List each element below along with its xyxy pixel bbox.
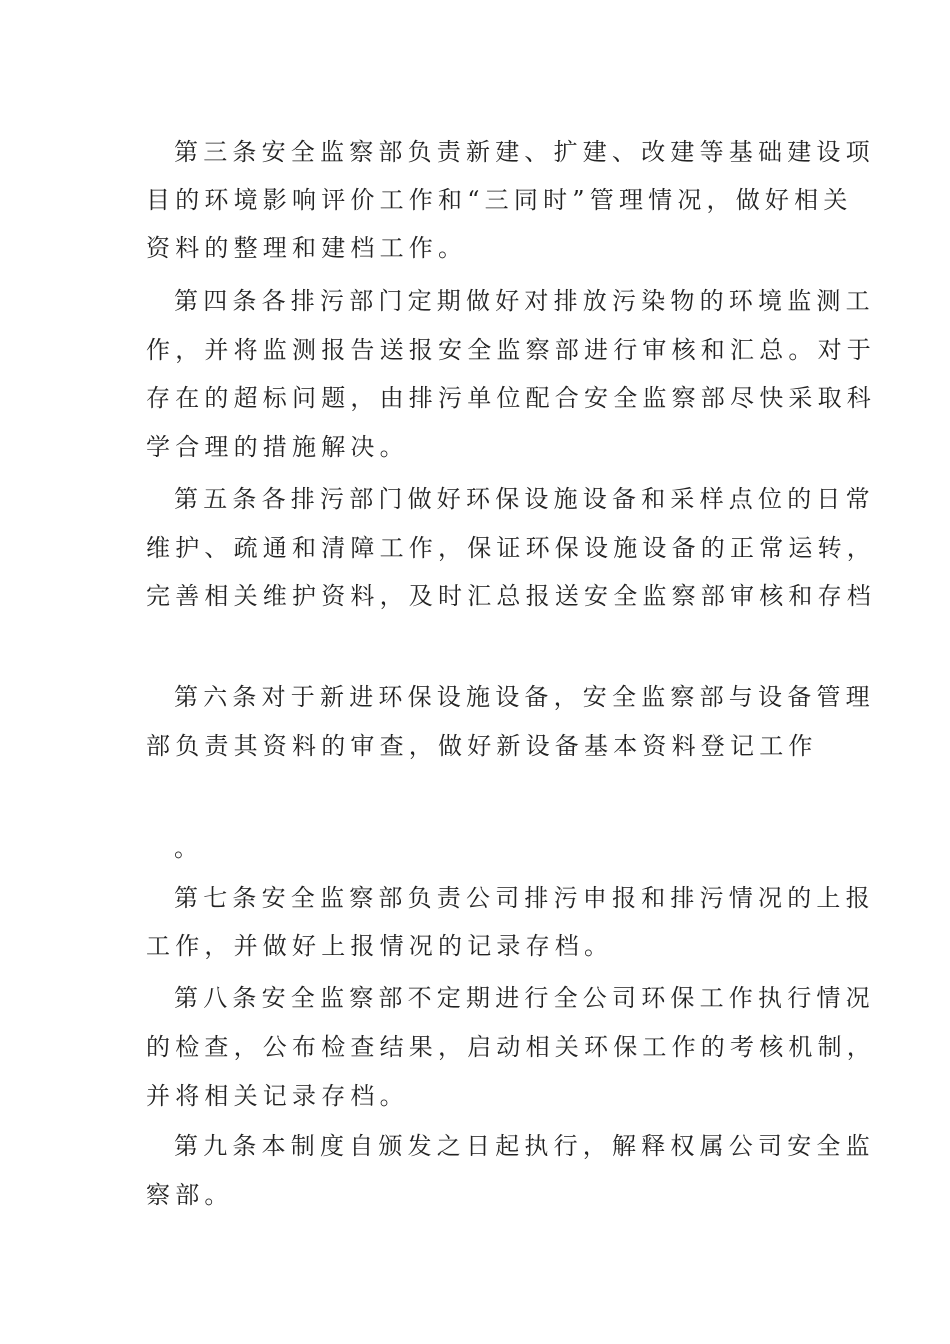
article-4-line-3: 存在的超标问题，由排污单位配合安全监察部尽快采取科: [146, 384, 876, 412]
article-5-line-3: 完善相关维护资料，及时汇总报送安全监察部审核和存档: [146, 582, 876, 610]
article-4-line-4: 学合理的措施解决。: [146, 433, 409, 461]
article-4-line-2: 作，并将监测报告送报安全监察部进行审核和汇总。对于: [146, 336, 876, 364]
article-8-line-1: 第八条安全监察部不定期进行全公司环保工作执行情况: [174, 984, 875, 1012]
article-5-line-2: 维护、疏通和清障工作，保证环保设施设备的正常运转，: [146, 534, 876, 562]
article-6-trailing-mark: 。: [174, 834, 204, 862]
article-7-line-2: 工作，并做好上报情况的记录存档。: [146, 932, 614, 960]
article-6-line-2: 部负责其资料的审查，做好新设备基本资料登记工作: [146, 732, 818, 760]
article-5-line-1: 第五条各排污部门做好环保设施设备和采样点位的日常: [174, 485, 875, 513]
article-8-line-2: 的检查，公布检查结果，启动相关环保工作的考核机制，: [146, 1033, 876, 1061]
article-9-line-2: 察部。: [146, 1181, 234, 1209]
article-6-line-1: 第六条对于新进环保设施设备，安全监察部与设备管理: [174, 683, 875, 711]
article-3-line-3: 资料的整理和建档工作。: [146, 234, 468, 262]
article-7-line-1: 第七条安全监察部负责公司排污申报和排污情况的上报: [174, 884, 875, 912]
article-3-line-1: 第三条安全监察部负责新建、扩建、改建等基础建设项: [174, 138, 875, 166]
article-4-line-1: 第四条各排污部门定期做好对排放污染物的环境监测工: [174, 287, 875, 315]
article-9-line-1: 第九条本制度自颁发之日起执行，解释权属公司安全监: [174, 1132, 875, 1160]
article-8-line-3: 并将相关记录存档。: [146, 1082, 409, 1110]
article-3-line-2: 目的环境影响评价工作和“三同时”管理情况，做好相关: [146, 186, 853, 214]
